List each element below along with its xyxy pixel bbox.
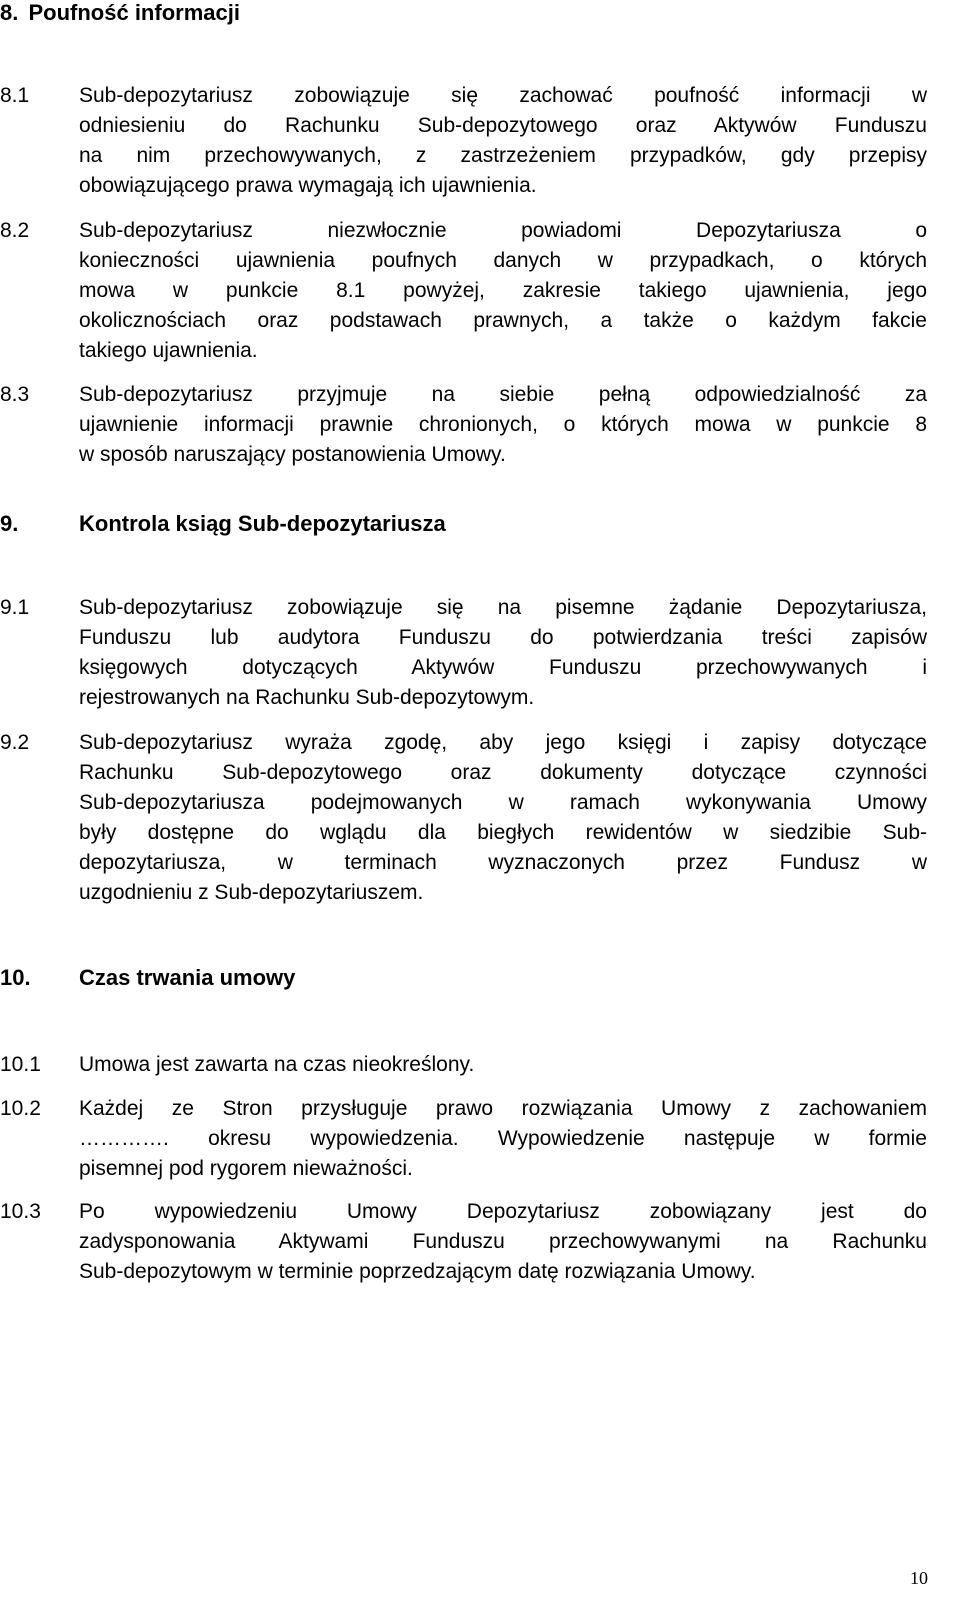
clause-8-3 xyxy=(0,380,928,470)
clause-line: ujawnienie informacji prawnie chronionych, o których mowa w punkcie 8 xyxy=(79,413,927,436)
clause-line: były dostępne do wglądu dla biegłych rewidentów w siedzibie Sub- xyxy=(79,821,927,844)
clause-text xyxy=(79,1094,927,1184)
clause-line: księgowych dotyczących Aktywów Funduszu przechowywanych i xyxy=(79,656,927,679)
clause-line: Rachunku Sub-depozytowego oraz dokumenty dotyczące czynności xyxy=(79,761,927,784)
clause-line: Sub-depozytariusz zobowiązuje się zachować poufność informacji w xyxy=(79,84,927,107)
section-8-title: Poufność informacji xyxy=(28,0,240,25)
clause-text xyxy=(79,81,927,201)
section-8-number: 8. xyxy=(0,0,19,25)
clause-text xyxy=(79,593,927,713)
clause-line: Każdej ze Stron przysługuje prawo rozwiązania Umowy z zachowaniem xyxy=(79,1097,927,1120)
clause-line: …………. okresu wypowiedzenia. Wypowiedzenie następuje w formie xyxy=(79,1127,927,1150)
section-9-title: Kontrola ksiąg Sub-depozytariusza xyxy=(79,511,446,536)
clause-number: 10.2 xyxy=(0,1097,41,1120)
clause-number: 9.1 xyxy=(0,596,30,619)
clause-number: 8.2 xyxy=(0,219,30,242)
clause-line: uzgodnieniu z Sub-depozytariuszem. xyxy=(79,881,424,904)
clause-line: Sub-depozytariusz przyjmuje na siebie pełną odpowiedzialność za xyxy=(79,383,927,406)
clause-line: obowiązującego prawa wymagają ich ujawnienia. xyxy=(79,174,537,197)
clause-line: depozytariusza, w terminach wyznaczonych przez Fundusz w xyxy=(79,851,927,874)
clause-text xyxy=(79,216,927,366)
clause-line: zadysponowania Aktywami Funduszu przechowywanymi na Rachunku xyxy=(79,1230,927,1253)
clause-text xyxy=(79,1050,927,1080)
clause-line: Sub-depozytariusza podejmowanych w ramach wykonywania Umowy xyxy=(79,791,927,814)
clause-10-2 xyxy=(0,1094,928,1184)
clause-text xyxy=(79,728,927,908)
clause-number: 9.2 xyxy=(0,731,30,754)
clause-line: pisemnej pod rygorem nieważności. xyxy=(79,1157,413,1180)
section-9-heading xyxy=(0,511,446,537)
clause-10-1 xyxy=(0,1050,928,1080)
section-8-heading xyxy=(0,0,240,26)
clause-line: mowa w punkcie 8.1 powyżej, zakresie takiego ujawnienia, jego xyxy=(79,279,927,302)
clause-number: 10.1 xyxy=(0,1053,41,1076)
section-10-title: Czas trwania umowy xyxy=(79,965,296,990)
section-10-number: 10. xyxy=(0,965,31,990)
clause-line: Po wypowiedzeniu Umowy Depozytariusz zobowiązany jest do xyxy=(79,1200,927,1223)
clause-line: na nim przechowywanych, z zastrzeżeniem przypadków, gdy przepisy xyxy=(79,144,927,167)
clause-text xyxy=(79,380,927,470)
clause-line: Sub-depozytariusz niezwłocznie powiadomi Depozytariusza o xyxy=(79,219,927,242)
clause-line: Sub-depozytariusz wyraża zgodę, aby jego księgi i zapisy dotyczące xyxy=(79,731,927,754)
clause-text xyxy=(79,1197,927,1287)
clause-number: 8.1 xyxy=(0,84,30,107)
clause-line: takiego ujawnienia. xyxy=(79,339,258,362)
clause-number: 8.3 xyxy=(0,383,30,406)
clause-line: Sub-depozytariusz zobowiązuje się na pisemne żądanie Depozytariusza, xyxy=(79,596,927,619)
page-number: 10 xyxy=(910,1568,928,1588)
clause-line: odniesieniu do Rachunku Sub-depozytowego oraz Aktywów Funduszu xyxy=(79,114,927,137)
clause-number: 10.3 xyxy=(0,1200,41,1223)
clause-8-2 xyxy=(0,216,928,366)
clause-line: rejestrowanych na Rachunku Sub-depozytowym. xyxy=(79,686,535,709)
section-9-number: 9. xyxy=(0,511,19,536)
section-10-heading xyxy=(0,965,296,991)
clause-line: Funduszu lub audytora Funduszu do potwierdzania treści zapisów xyxy=(79,626,927,649)
clause-line: konieczności ujawnienia poufnych danych w przypadkach, o których xyxy=(79,249,927,272)
clause-10-3 xyxy=(0,1197,928,1287)
clause-9-2 xyxy=(0,728,928,908)
clause-line: w sposób naruszający postanowienia Umowy. xyxy=(79,443,506,466)
clause-8-1 xyxy=(0,81,928,201)
clause-9-1 xyxy=(0,593,928,713)
clause-line: Sub-depozytowym w terminie poprzedzającym datę rozwiązania Umowy. xyxy=(79,1260,756,1283)
clause-line: Umowa jest zawarta na czas nieokreślony. xyxy=(79,1053,475,1076)
clause-line: okolicznościach oraz podstawach prawnych, a także o każdym fakcie xyxy=(79,309,927,332)
